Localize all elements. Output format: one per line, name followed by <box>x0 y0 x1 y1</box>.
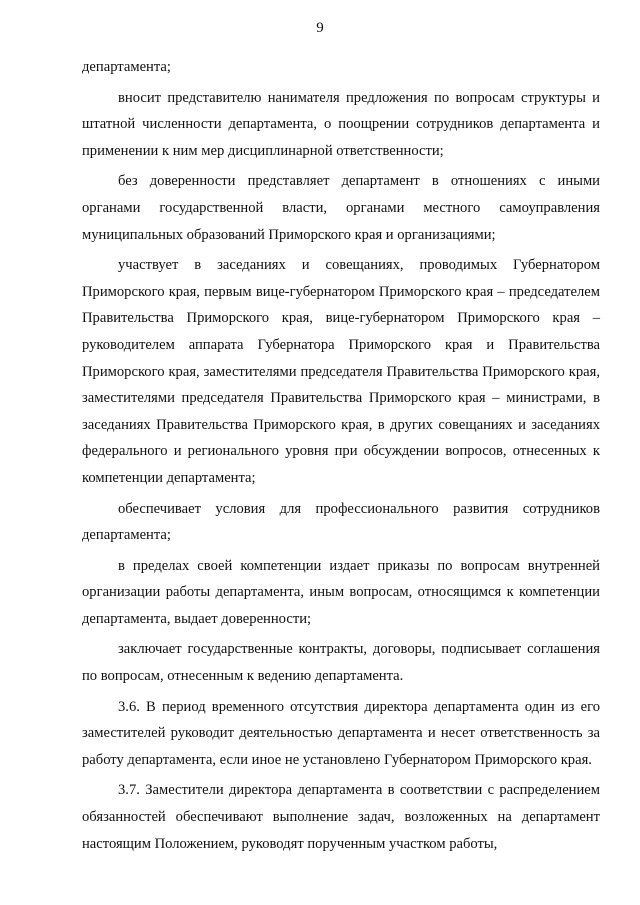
page-number: 9 <box>316 20 324 36</box>
paragraph: в пределах своей компетенции издает приказы по вопросам внутренней организации работы департамента, иным вопросам, относящимся к компетенции департамента, выдает доверенности; <box>82 557 600 627</box>
document-body <box>82 54 600 857</box>
paragraph: департамента; <box>82 59 171 75</box>
paragraph: заключает государственные контракты, договоры, подписывает соглашения по вопросам, отнесенным к ведению департамента. <box>82 641 600 685</box>
paragraph: без доверенности представляет департамент в отношениях с иными органами государственной власти, органами местного самоуправления муниципальных образований Приморского края и организациями; <box>82 173 600 243</box>
paragraph: 3.6. В период временного отсутствия директора департамента один из его заместителей руководит деятельностью департамента и несет ответственность за работу департамента, если иное не установлено Губернатором Приморского края. <box>82 698 600 768</box>
paragraph: вносит представителю нанимателя предложения по вопросам структуры и штатной численности департамента, о поощрении сотрудников департамента и применении к ним мер дисциплинарной ответственности; <box>82 89 600 159</box>
paragraph: участвует в заседаниях и совещаниях, проводимых Губернатором Приморского края, первым вице-губернатором Приморского края – председателем Правительства Приморского края, вице-губернатором Приморского края – руководителем аппарата Губернатора Приморского края и Правительства Приморского края, заместителями председателя Правительства Приморского края, заместителями председателя Правительства Приморского края – министрами, в заседаниях Правительства Приморского края, в других совещаниях и заседаниях федерального и регионального уровня при обсуждении вопросов, отнесенных к компетенции департамента; <box>82 257 600 486</box>
paragraph: обеспечивает условия для профессионального развития сотрудников департамента; <box>82 500 600 544</box>
paragraph: 3.7. Заместители директора департамента в соответствии с распределением обязанностей обеспечивают выполнение задач, возложенных на департамент настоящим Положением, руководят порученным участком работы, <box>82 782 600 852</box>
